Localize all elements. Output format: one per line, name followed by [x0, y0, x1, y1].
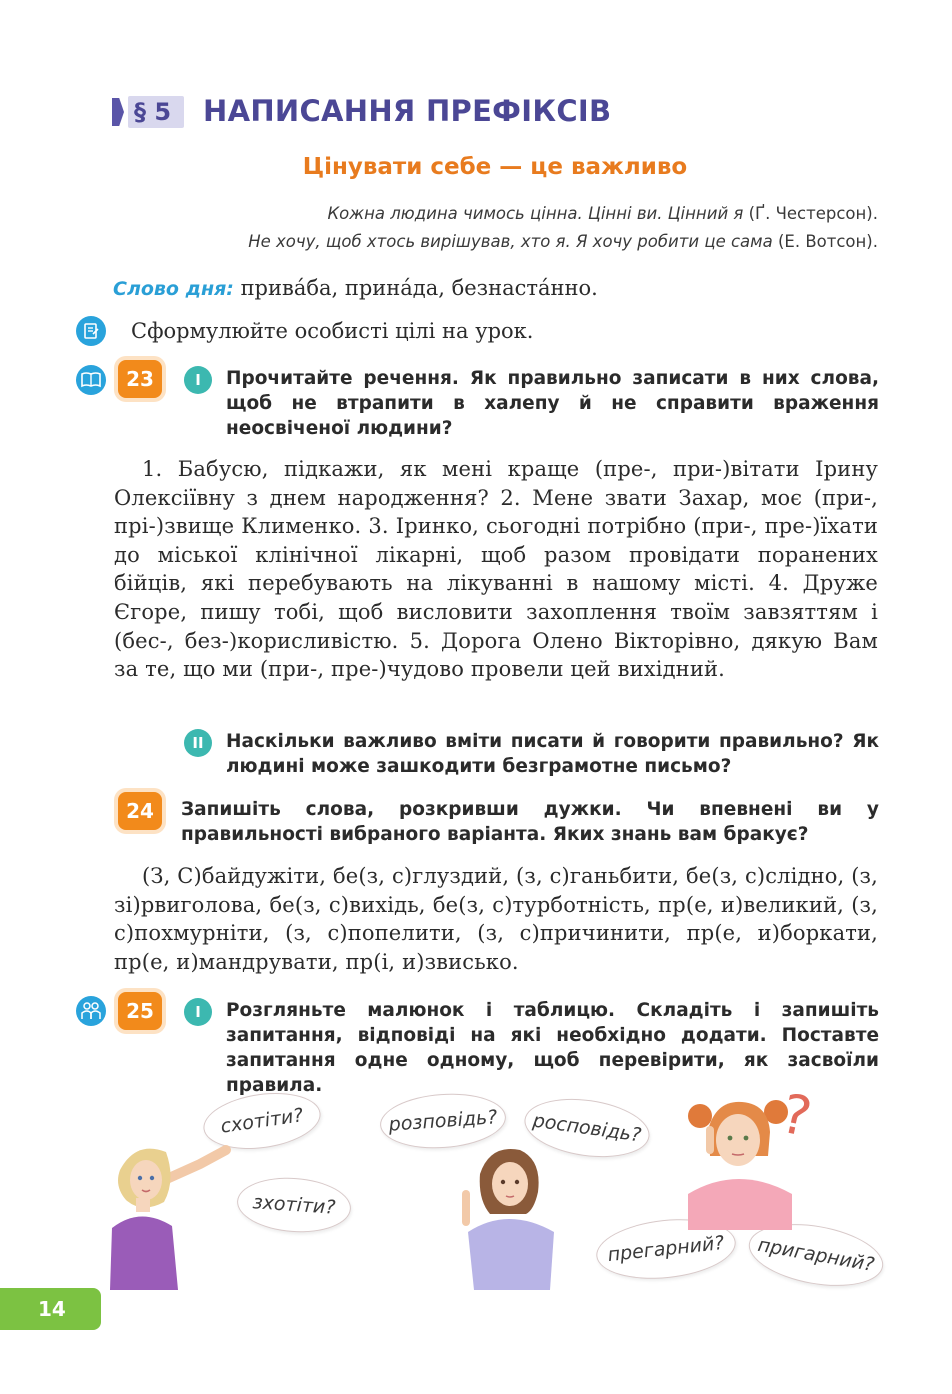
speech-bubble-zkhotity: зхотіти? [235, 1174, 352, 1236]
question-mark-icon: ? [775, 1081, 817, 1150]
speech-bubble-preharnyi: прегарний? [593, 1213, 738, 1285]
page-number: 14 [38, 1297, 66, 1321]
speech-bubble-rozpovid: розповідь? [378, 1090, 507, 1153]
exercise-23-part-1-marker: I [184, 366, 212, 394]
section-title: НАПИСАННЯ ПРЕФІКСІВ [203, 94, 612, 128]
epigraph-quote-2: Не хочу, щоб хтось вирішував, хто я. Я хочу робити це сама (Е. Вотсон). [248, 232, 878, 251]
speech-bubble-skhotity: схотіти? [200, 1086, 324, 1156]
pair-work-icon [76, 996, 106, 1026]
lesson-subtitle: Цінувати себе — це важливо [302, 154, 688, 180]
section-marker [112, 98, 124, 126]
exercise-25-badge: 25 [118, 992, 162, 1030]
brown-hair-girl-illustration [450, 1140, 570, 1290]
speech-bubble-rospovid: росповідь? [521, 1092, 654, 1165]
target-glyph-icon [81, 321, 101, 341]
exercise-23-part-2-instruction: Наскільки важливо вміти писати й говорити правильно? Як людині може зашкодити безграмотне письмо? [226, 731, 879, 777]
exercise-25-part-1-marker: I [184, 998, 212, 1026]
exercise-24-badge: 24 [118, 792, 162, 830]
book-glyph-icon [81, 372, 101, 388]
exercise-24-instruction: Запишіть слова, розкривши дужки. Чи впевнені ви у правильності вибраного варіанта. Яких знань вам бракує? [181, 799, 879, 845]
word-of-day-words: привáба, принáда, безнастáнно. [240, 276, 598, 300]
section-number: § 5 [134, 98, 172, 126]
people-glyph-icon [80, 1001, 102, 1021]
exercise-23-badge: 23 [118, 360, 162, 398]
exercise-25-instruction: Розгляньте малюнок і таблицю. Складіть і запишіть запитання, відповіді на які необхідно додати. Поставте запитання одне одному, щоб перевірити, як засвоїли правила. [226, 1000, 879, 1096]
word-of-day-label: Слово дня: [113, 278, 234, 300]
goal-text: Сформулюйте особисті цілі на урок. [131, 319, 534, 343]
word-of-day [113, 276, 598, 300]
reading-book-icon [76, 365, 106, 395]
speech-bubble-pryharnyi: пригарний? [744, 1215, 888, 1296]
exercise-23-part-2-marker: II [184, 729, 212, 757]
goal-target-icon [76, 316, 106, 346]
blonde-girl-illustration [100, 1130, 240, 1290]
epigraph-quote-1: Кожна людина чимось цінна. Цінні ви. Цінний я (Ґ. Честерсон). [327, 204, 878, 223]
exercise-24-text: (З, С)байдужіти, бе(з, с)глуздий, (з, с)ганьбити, бе(з, с)слідно, (з, зі)рвиголова, бе(з, с)вихідь, бе(з, с)турботність, пр(е, и)великий, (з, с)похмурніти, (з, с)попелити, (з, с)причинити, пр(е, и)боркати, пр(е, и)мандрувати, пр(і, и)звисько. [114, 864, 878, 974]
exercise-23-instruction: Прочитайте речення. Як правильно записати в них слова, щоб не втрапити в халепу й не справити враження неосвіченої людини? [226, 368, 879, 439]
exercise-23-text: 1. Бабусю, підкажи, як мені краще (пре-, при-)вітати Ірину Олексіївну з днем народження? 2. Мене звати Захар, моє (при-, прі-)звище Клименко. 3. Іринко, сьогодні потрібно (при-, пре-)їхати до міської клінічної лікарні, щоб разом провідати поранених бійців, які перебувають на лікуванні в нашому місті. 4. Друже Єгоре, пишу тобі, щоб висловити захоплення твоїм завзяттям і (бес-, без-)корисливістю. 5. Дорога Олено Вікторівно, дякую Вам за те, що ми (при-, пре-)чудово провели цей вихідний. [114, 457, 878, 682]
